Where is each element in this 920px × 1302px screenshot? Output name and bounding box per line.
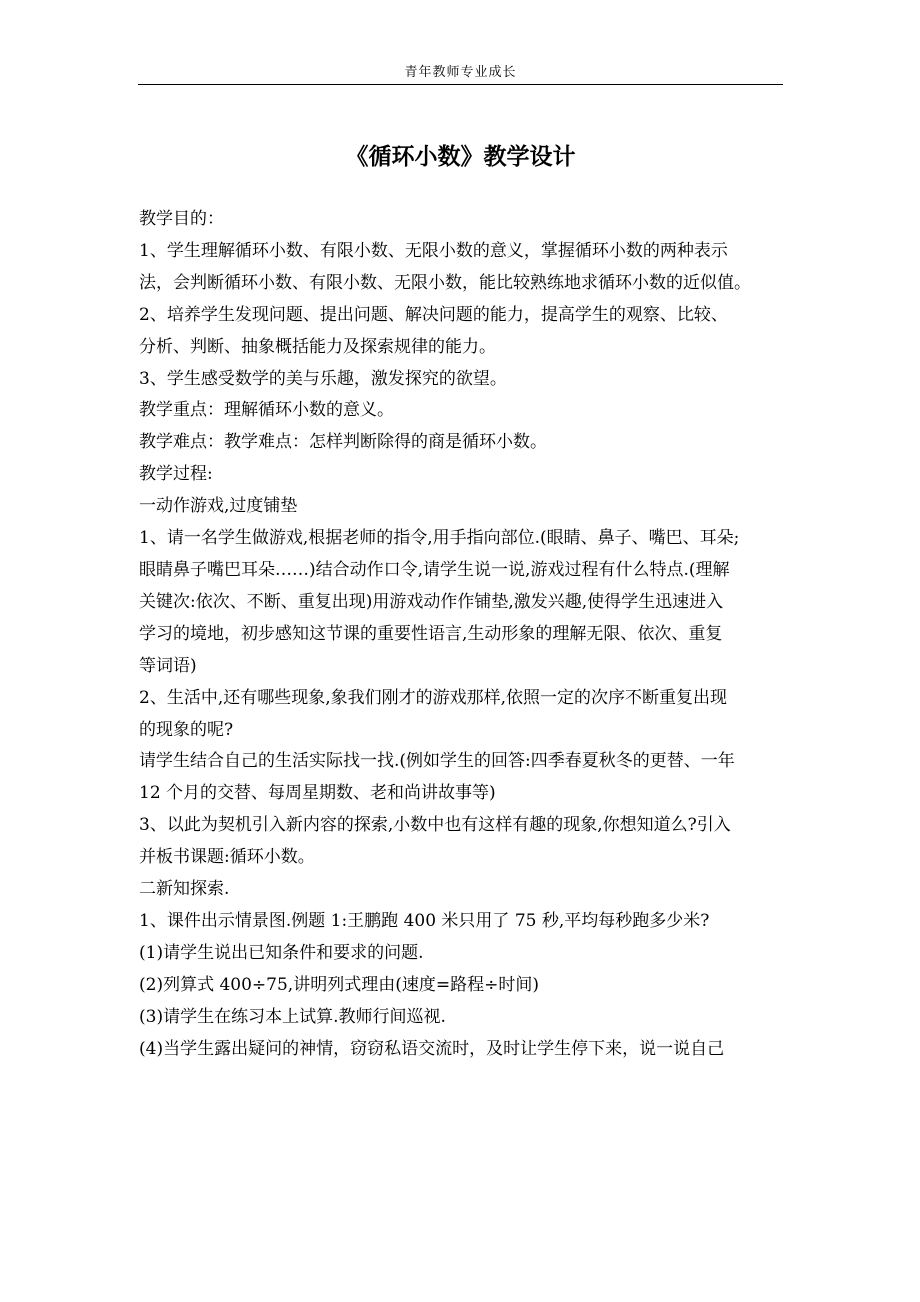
paragraph-line: 1、学生理解循环小数、有限小数、无限小数的意义，掌握循环小数的两种表示: [139, 240, 728, 261]
paragraph-line: 教学目的：: [139, 209, 224, 229]
paragraph-line: 2、培养学生发现问题、提出问题、解决问题的能力，提高学生的观察、比较、: [139, 304, 728, 325]
running-header: 青年教师专业成长: [404, 65, 517, 80]
paragraph-line: 2、生活中,还有哪些现象,象我们刚才的游戏那样,依照一定的次序不断重复出现: [139, 687, 728, 708]
paragraph-line: (2)列算式 400÷75,讲明列式理由(速度=路程÷时间): [139, 974, 539, 995]
paragraph-line: 等词语): [139, 655, 197, 676]
paragraph-line: 请学生结合自己的生活实际找一找.(例如学生的回答:四季春夏秋冬的更替、一年: [139, 751, 735, 772]
paragraph-line: (3)请学生在练习本上试算.教师行间巡视.: [139, 1006, 446, 1027]
paragraph-line: 教学过程:: [139, 464, 213, 485]
paragraph-line: 12 个月的交替、每周星期数、老和尚讲故事等): [139, 783, 496, 804]
paragraph-line: 的现象的呢?: [139, 719, 234, 740]
header-divider: [138, 84, 783, 85]
paragraph-line: 眼睛鼻子嘴巴耳朵……)结合动作口令,请学生说一说,游戏过程有什么特点.(理解: [139, 559, 730, 580]
paragraph-line: 3、以此为契机引入新内容的探索,小数中也有这样有趣的现象,你想知道么?引入: [139, 815, 731, 836]
document-title: 《循环小数》教学设计: [345, 143, 576, 170]
paragraph-line: 教学难点：教学难点：怎样判断除得的商是循环小数。: [139, 432, 547, 453]
paragraph-line: 1、请一名学生做游戏,根据老师的指令,用手指向部位.(眼睛、鼻子、嘴巴、耳朵;: [139, 528, 740, 549]
paragraph-line: 学习的境地，初步感知这节课的重要性语言,生动形象的理解无限、依次、重复: [139, 623, 723, 644]
paragraph-line: 3、学生感受数学的美与乐趣，激发探究的欲望。: [139, 368, 507, 389]
paragraph-line: 关键次:依次、不断、重复出现)用游戏动作作铺垫,激发兴趣,使得学生迅速进入: [139, 591, 724, 612]
paragraph-line: 并板书课题:循环小数。: [139, 847, 315, 868]
paragraph-line: 一动作游戏,过度铺垫: [139, 496, 298, 517]
paragraph-line: 法，会判断循环小数、有限小数、无限小数，能比较熟练地求循环小数的近似值。: [139, 272, 751, 293]
paragraph-line: 1、课件出示情景图.例题 1:王鹏跑 400 米只用了 75 秒,平均每秒跑多少米?: [139, 910, 710, 931]
paragraph-line: 二新知探索.: [139, 879, 230, 900]
paragraph-line: (4)当学生露出疑问的神情，窃窃私语交流时，及时让学生停下来，说一说自己: [139, 1038, 725, 1059]
paragraph-line: 分析、判断、抽象概括能力及探索规律的能力。: [139, 336, 496, 357]
paragraph-line: 教学重点：理解循环小数的意义。: [139, 400, 394, 421]
document-body: [139, 204, 785, 1065]
paragraph-line: (1)请学生说出已知条件和要求的问题.: [139, 942, 424, 963]
